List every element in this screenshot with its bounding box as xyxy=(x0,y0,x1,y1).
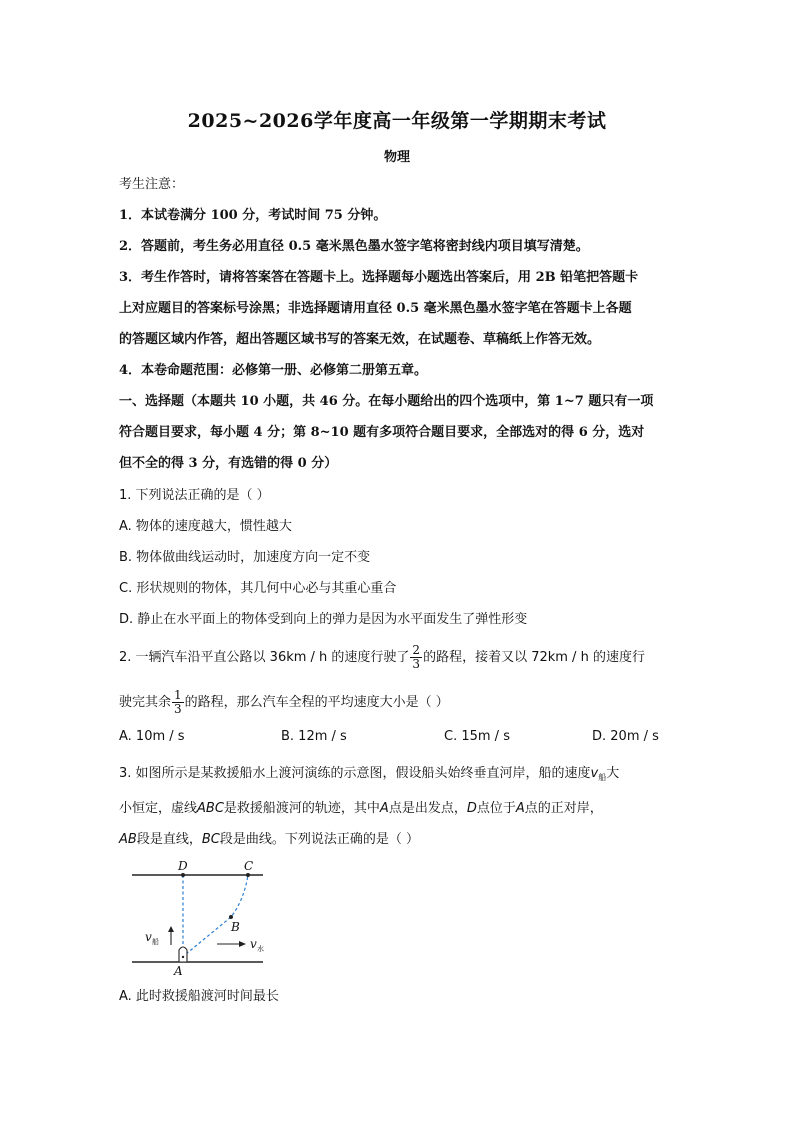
point-D xyxy=(181,873,185,877)
q3-line-1: 3. 如图所示是某救援船水上渡河演练的示意图，假设船头始终垂直河岸，船的速度$v_船$大 xyxy=(119,766,620,782)
notice-item-3-line-2: 上对应题目的答案标号涂黑；非选择题请用直径 0.5 毫米黑色墨水签字笔在答题卡上各题 xyxy=(119,301,632,316)
q2-text-2b: 的路程，那么汽车全程的平均速度大小是（ ） xyxy=(184,695,449,710)
label-A: A xyxy=(174,964,183,978)
q1-option-a: A. 物体的速度越大，惯性越大 xyxy=(119,519,292,534)
q2-line-2 xyxy=(119,689,449,716)
q2-text-1b: 的路程，接着又以 72km / h 的速度行 xyxy=(423,650,645,665)
q1-option-c: C. 形状规则的物体，其几何中心必与其重心重合 xyxy=(119,581,397,596)
section-1-instructions-line-2: 符合题目要求，每小题 4 分；第 8~10 题有多项符合题目要求，全部选对的得 6 分，选对 xyxy=(119,425,645,440)
notice-item-3-line-1: 3．考生作答时，请将答案答在答题卡上。选择题每小题选出答案后，用 2B 铅笔把答题卡 xyxy=(119,270,639,285)
q1-option-d: D. 静止在水平面上的物体受到向上的弹力是因为水平面发生了弹性形变 xyxy=(119,612,528,627)
vwater-arrow-head xyxy=(239,941,246,947)
label-vwater-sub: 水 xyxy=(257,945,264,953)
label-vboat: v xyxy=(145,930,152,944)
q2-option-b: B. 12m / s xyxy=(281,729,347,744)
notice-item-1: 1．本试卷满分 100 分，考试时间 75 分钟。 xyxy=(119,208,387,223)
label-vboat-sub: 船 xyxy=(152,938,159,946)
q1-option-b: B. 物体做曲线运动时，加速度方向一定不变 xyxy=(119,550,371,565)
boat-dot xyxy=(182,956,184,958)
notice-item-2: 2．答题前，考生务必用直径 0.5 毫米黑色墨水签字笔将密封线内项目填写清楚。 xyxy=(119,239,589,254)
page-title: 2025~2026学年度高一年级第一学期期末考试 xyxy=(187,110,607,132)
boat-icon xyxy=(179,947,187,962)
q2-fraction-one-third: $\frac{1}{3}$ xyxy=(174,688,182,716)
label-D: D xyxy=(178,859,188,873)
point-B xyxy=(229,915,233,919)
vboat-arrow-head xyxy=(168,926,174,932)
notice-heading: 考生注意： xyxy=(119,177,185,192)
q2-option-d: D. 20m / s xyxy=(592,729,659,744)
q3-line-3: AB段是直线，BC段是曲线。下列说法正确的是（ ） xyxy=(119,832,419,847)
river-crossing-diagram xyxy=(120,855,280,985)
notice-item-3-line-3: 的答题区域内作答，超出答题区域书写的答案无效，在试题卷、草稿纸上作答无效。 xyxy=(119,332,601,347)
q2-text-2a: 驶完其余 xyxy=(119,695,172,710)
q2-fraction-two-thirds: $\frac{2}{3}$ xyxy=(412,643,421,671)
q3-option-a: A. 此时救援船渡河时间最长 xyxy=(119,989,279,1004)
section-1-instructions-line-3: 但不全的得 3 分，有选错的得 0 分） xyxy=(119,456,338,471)
label-C: C xyxy=(244,859,254,873)
trajectory-ABC xyxy=(186,875,248,954)
q1-stem: 1. 下列说法正确的是（ ） xyxy=(119,488,270,503)
section-1-instructions-line-1: 一、选择题（本题共 10 小题，共 46 分。在每小题给出的四个选项中，第 1~7 题只有一项 xyxy=(119,394,654,409)
q2-text-1a: 2. 一辆汽车沿平直公路以 36km / h 的速度行驶了 xyxy=(119,650,410,665)
q2-option-c: C. 15m / s xyxy=(444,729,510,744)
label-B: B xyxy=(231,920,240,934)
q2-line-1 xyxy=(119,644,645,671)
q2-option-a: A. 10m / s xyxy=(119,729,185,744)
label-vwater: v xyxy=(250,937,257,951)
notice-item-4: 4．本卷命题范围：必修第一册、必修第二册第五章。 xyxy=(119,363,428,378)
subject-title: 物理 xyxy=(383,150,410,165)
q3-line-2: 小恒定，虚线ABC是救援船渡河的轨迹，其中A点是出发点，D点位于A点的正对岸， xyxy=(119,801,603,816)
point-C xyxy=(246,873,250,877)
